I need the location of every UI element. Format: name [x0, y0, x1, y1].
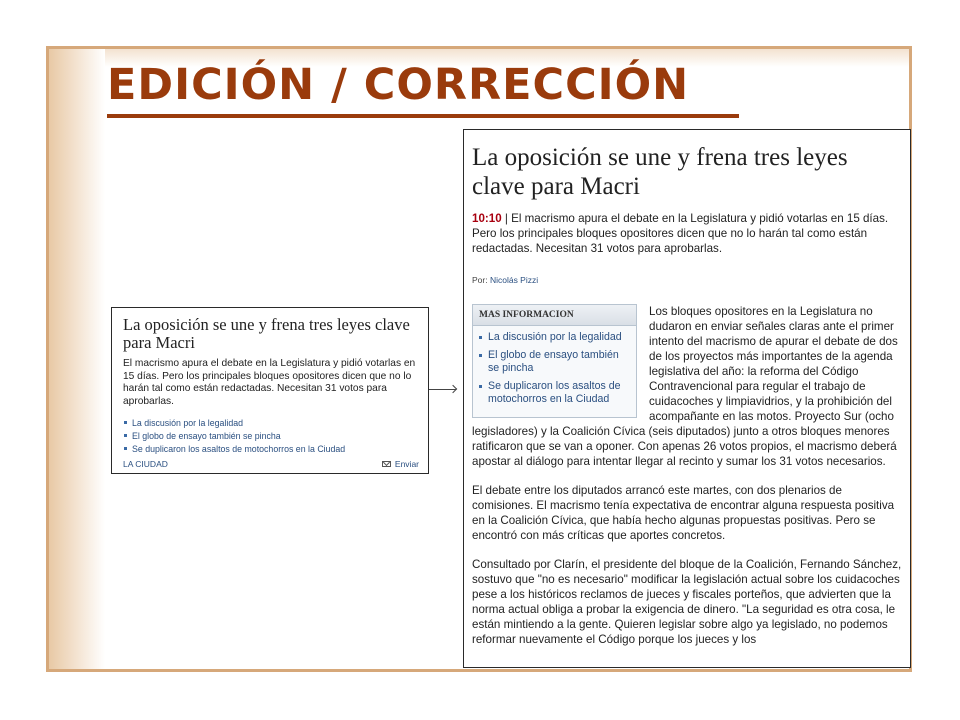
bullet-icon: [124, 434, 127, 437]
full-lead-text: | El macrismo apura el debate en la Legislatura y pidió votarlas en 15 días. Pero los principales bloques opositores dicen que no lo harán tal como están redactadas. Necesitan 31 votos para aprobarlas.: [472, 212, 889, 255]
full-lead: [472, 211, 902, 256]
timestamp: 10:10: [472, 212, 502, 225]
small-headline: La oposición se une y frena tres leyes clave para Macri: [123, 315, 410, 352]
more-info-header: MAS INFORMACION: [473, 305, 636, 326]
send-label: Enviar: [394, 459, 419, 469]
full-headline: La oposición se une y frena tres leyes clave para Macri: [472, 144, 848, 200]
small-related-link-label: La discusión por la legalidad: [132, 418, 244, 428]
small-related-link-label: Se duplicaron los asaltos de motochorros en la Ciudad: [132, 444, 346, 454]
byline: [472, 275, 902, 285]
more-info-links: [473, 326, 636, 417]
more-info-link[interactable]: [479, 349, 630, 375]
bullet-icon: [124, 447, 127, 450]
bullet-icon: [479, 354, 482, 357]
small-related-link-label: El globo de ensayo también se pincha: [132, 431, 281, 441]
article-paragraph: Consultado por Clarín, el presidente del bloque de la Coalición, Fernando Sánchez, sostuvo que "no es necesario" modificar la legislación actual sobre los cuidacoches pese a los históricos reclamos de jueces y fiscales porteños, que advierten que la norma actual obliga a probar la exigencia de dinero. "La seguridad es otra cosa, le están mintiendo a la gente. Quieren legislar sobre algo ya legislado, no podemos reformar nuevamente el Código porque los jueces y los: [472, 558, 902, 646]
article-paragraph: Los bloques opositores en la Legislatura no dudaron en enviar señales claras ante el primer intento del macrismo de apurar el debate de dos de los proyectos más importantes de la agenda legislativa del año: la reforma del Código Contravencional para regular el trabajo de cuidacoches y limpiavidrios, y la prohibición del acompañante en las motos. Proyecto Sur (ocho legisladores) y la Coalición Cívica (seis diputados) junto a otros bloques menores ratificaron que se van a oponer. Con apenas 26 votos propios, el macrismo deberá apostar al diálogo para intentar llegar al recinto y sumar los 31 votos necesarios.: [472, 305, 898, 468]
small-related-links: [123, 417, 418, 456]
send-button[interactable]: [382, 459, 419, 469]
small-related-link[interactable]: [123, 443, 418, 456]
more-info-link[interactable]: [479, 331, 630, 344]
article-paragraph: El debate entre los diputados arrancó este martes, con dos plenarios de comisiones. El macrismo tenía expectativa de encontrar alguna respuesta positiva en la Coalición Cívica, que había hecho algunas propuestas positivas. Pero se encontró con más críticas que aportes concretos.: [472, 484, 895, 542]
more-info-link-label: La discusión por la legalidad: [488, 331, 622, 343]
small-lead: El macrismo apura el debate en la Legislatura y pidió votarlas en 15 días. Pero los principales bloques opositores dicen que no lo harán tal como están redactadas. Necesitan 31 votos para aprobarlas.: [123, 358, 416, 407]
full-news-clipping: [463, 129, 911, 668]
byline-author[interactable]: Nicolás Pizzi: [489, 275, 539, 285]
slide-title: EDICIÓN / CORRECCIÓN: [107, 60, 690, 110]
more-info-link[interactable]: [479, 380, 630, 406]
title-underline: [107, 114, 739, 118]
more-info-link-label: El globo de ensayo también se pincha: [488, 349, 619, 374]
small-related-link[interactable]: [123, 417, 418, 430]
bullet-icon: [124, 421, 127, 424]
section-link[interactable]: LA CIUDAD: [123, 459, 168, 469]
envelope-icon: [382, 461, 391, 467]
byline-prefix: Por:: [472, 275, 490, 285]
bullet-icon: [479, 336, 482, 339]
left-decor-band: [49, 49, 105, 669]
small-news-clipping: [111, 307, 429, 474]
more-info-link-label: Se duplicaron los asaltos de motochorros en la Ciudad: [488, 380, 621, 405]
small-clipping-footer: [123, 459, 419, 469]
bullet-icon: [479, 385, 482, 388]
more-info-box: [472, 304, 637, 418]
small-related-link[interactable]: [123, 430, 418, 443]
